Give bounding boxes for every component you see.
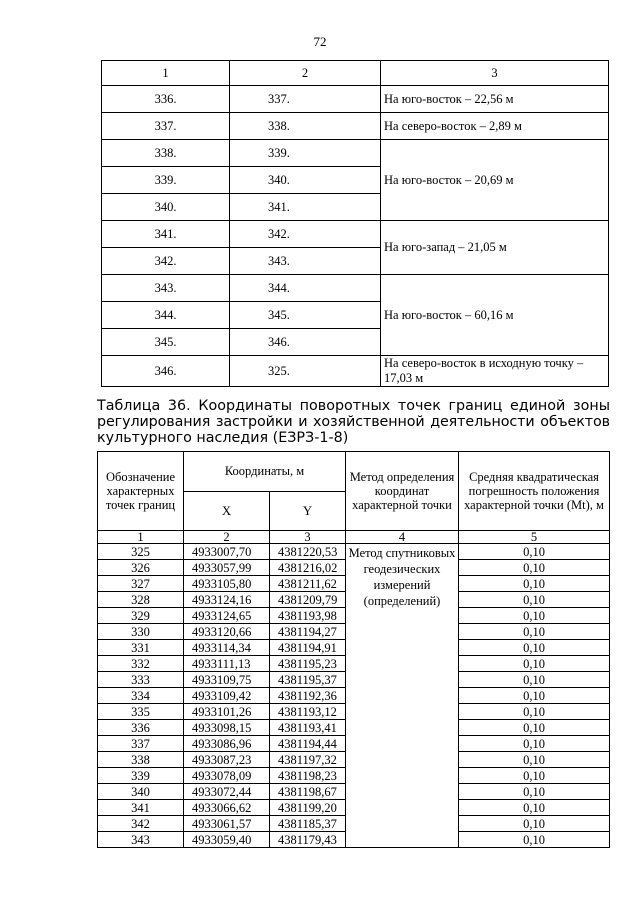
boundary-description: На юго-запад – 21,05 м xyxy=(381,221,609,275)
point-number: 335 xyxy=(98,704,184,720)
x-coordinate: 4933007,70 xyxy=(184,544,270,560)
error-value: 0,10 xyxy=(459,752,610,768)
x-coordinate: 4933061,57 xyxy=(184,816,270,832)
x-header: X xyxy=(184,491,270,531)
x-coordinate: 4933072,44 xyxy=(184,784,270,800)
x-coordinate: 4933111,13 xyxy=(184,656,270,672)
error-value: 0,10 xyxy=(459,704,610,720)
column-header: 1 xyxy=(102,61,230,86)
error-value: 0,10 xyxy=(459,736,610,752)
from-point: 339. xyxy=(102,167,230,194)
method-cell: Метод спутниковых геодезических измерений (определений) xyxy=(346,544,459,848)
error-value: 0,10 xyxy=(459,672,610,688)
error-value: 0,10 xyxy=(459,656,610,672)
y-coordinate: 4381216,02 xyxy=(270,560,346,576)
y-coordinate: 4381197,32 xyxy=(270,752,346,768)
y-coordinate: 4381199,20 xyxy=(270,800,346,816)
caption-line: культурного наследия (ЕЗРЗ-1-8) xyxy=(97,430,349,446)
from-point: 343. xyxy=(102,275,230,302)
point-number: 332 xyxy=(98,656,184,672)
to-point: 344. xyxy=(230,275,381,302)
y-coordinate: 4381193,41 xyxy=(270,720,346,736)
boundary-description: На юго-восток – 20,69 м xyxy=(381,140,609,221)
point-number: 327 xyxy=(98,576,184,592)
x-coordinate: 4933124,16 xyxy=(184,592,270,608)
table-row xyxy=(102,221,609,248)
point-number: 341 xyxy=(98,800,184,816)
error-value: 0,10 xyxy=(459,720,610,736)
column-header: 2 xyxy=(230,61,381,86)
from-point: 336. xyxy=(102,86,230,113)
y-coordinate: 4381195,23 xyxy=(270,656,346,672)
from-point: 338. xyxy=(102,140,230,167)
point-number: 331 xyxy=(98,640,184,656)
x-coordinate: 4933059,40 xyxy=(184,832,270,848)
coordinates-header: Координаты, м xyxy=(184,452,346,492)
error-value: 0,10 xyxy=(459,544,610,560)
to-point: 342. xyxy=(230,221,381,248)
x-coordinate: 4933105,80 xyxy=(184,576,270,592)
column-number: 5 xyxy=(459,531,610,544)
point-number: 333 xyxy=(98,672,184,688)
table-header-row xyxy=(102,61,609,86)
y-coordinate: 4381195,37 xyxy=(270,672,346,688)
y-coordinate: 4381194,44 xyxy=(270,736,346,752)
x-coordinate: 4933109,75 xyxy=(184,672,270,688)
error-value: 0,10 xyxy=(459,560,610,576)
to-point: 338. xyxy=(230,113,381,140)
error-value: 0,10 xyxy=(459,576,610,592)
table-row xyxy=(102,140,609,167)
from-point: 344. xyxy=(102,302,230,329)
x-coordinate: 4933101,26 xyxy=(184,704,270,720)
y-coordinate: 4381194,91 xyxy=(270,640,346,656)
column-number: 4 xyxy=(346,531,459,544)
y-coordinate: 4381211,62 xyxy=(270,576,346,592)
error-value: 0,10 xyxy=(459,816,610,832)
error-value: 0,10 xyxy=(459,640,610,656)
from-point: 346. xyxy=(102,356,230,387)
x-coordinate: 4933114,34 xyxy=(184,640,270,656)
column-number: 1 xyxy=(98,531,184,544)
y-coordinate: 4381198,67 xyxy=(270,784,346,800)
x-coordinate: 4933124,65 xyxy=(184,608,270,624)
y-coordinate: 4381193,12 xyxy=(270,704,346,720)
x-coordinate: 4933066,62 xyxy=(184,800,270,816)
from-point: 340. xyxy=(102,194,230,221)
boundary-description: На юго-восток – 60,16 м xyxy=(381,275,609,356)
boundary-description: На северо-восток в исходную точку – 17,03 м xyxy=(381,356,609,387)
table-row xyxy=(102,356,609,387)
point-number: 337 xyxy=(98,736,184,752)
point-number: 329 xyxy=(98,608,184,624)
to-point: 337. xyxy=(230,86,381,113)
to-point: 340. xyxy=(230,167,381,194)
error-value: 0,10 xyxy=(459,608,610,624)
to-point: 325. xyxy=(230,356,381,387)
to-point: 341. xyxy=(230,194,381,221)
y-coordinate: 4381193,98 xyxy=(270,608,346,624)
error-value: 0,10 xyxy=(459,624,610,640)
y-header: Y xyxy=(270,491,346,531)
error-value: 0,10 xyxy=(459,800,610,816)
y-coordinate: 4381198,23 xyxy=(270,768,346,784)
table-row xyxy=(102,86,609,113)
x-coordinate: 4933098,15 xyxy=(184,720,270,736)
y-coordinate: 4381185,37 xyxy=(270,816,346,832)
boundary-description-table xyxy=(101,60,609,387)
to-point: 345. xyxy=(230,302,381,329)
point-number: 325 xyxy=(98,544,184,560)
y-coordinate: 4381192,36 xyxy=(270,688,346,704)
table-caption xyxy=(97,398,610,446)
x-coordinate: 4933087,23 xyxy=(184,752,270,768)
error-value: 0,10 xyxy=(459,768,610,784)
column-number: 2 xyxy=(184,531,270,544)
error-value: 0,10 xyxy=(459,592,610,608)
table-row xyxy=(98,544,610,560)
point-number: 336 xyxy=(98,720,184,736)
x-coordinate: 4933078,09 xyxy=(184,768,270,784)
point-number: 338 xyxy=(98,752,184,768)
boundary-description: На юго-восток – 22,56 м xyxy=(381,86,609,113)
error-header: Средняя квадратическая погрешность положения характерной точки (Mt), м xyxy=(459,452,610,531)
column-header: 3 xyxy=(381,61,609,86)
table-header-row xyxy=(98,452,610,492)
point-number: 340 xyxy=(98,784,184,800)
point-number: 330 xyxy=(98,624,184,640)
x-coordinate: 4933109,42 xyxy=(184,688,270,704)
boundary-description: На северо-восток – 2,89 м xyxy=(381,113,609,140)
from-point: 345. xyxy=(102,329,230,356)
column-number-row xyxy=(98,531,610,544)
point-number: 342 xyxy=(98,816,184,832)
point-number: 343 xyxy=(98,832,184,848)
y-coordinate: 4381220,53 xyxy=(270,544,346,560)
error-value: 0,10 xyxy=(459,688,610,704)
page-number: 72 xyxy=(313,34,327,49)
to-point: 346. xyxy=(230,329,381,356)
point-number: 339 xyxy=(98,768,184,784)
point-number: 326 xyxy=(98,560,184,576)
to-point: 339. xyxy=(230,140,381,167)
y-coordinate: 4381194,27 xyxy=(270,624,346,640)
caption-line: регулирования застройки и хозяйственной деятельности объектов xyxy=(97,414,610,430)
y-coordinate: 4381179,43 xyxy=(270,832,346,848)
to-point: 343. xyxy=(230,248,381,275)
from-point: 342. xyxy=(102,248,230,275)
designation-header: Обозначение характерных точек границ xyxy=(98,452,184,531)
error-value: 0,10 xyxy=(459,832,610,848)
coordinates-table xyxy=(97,451,610,848)
column-number: 3 xyxy=(270,531,346,544)
method-header: Метод определения координат характерной точки xyxy=(346,452,459,531)
table-row xyxy=(102,275,609,302)
error-value: 0,10 xyxy=(459,784,610,800)
table-row xyxy=(102,113,609,140)
caption-line: Таблица 36. Координаты поворотных точек границ единой зоны xyxy=(97,398,610,414)
from-point: 341. xyxy=(102,221,230,248)
x-coordinate: 4933057,99 xyxy=(184,560,270,576)
from-point: 337. xyxy=(102,113,230,140)
x-coordinate: 4933086,96 xyxy=(184,736,270,752)
y-coordinate: 4381209,79 xyxy=(270,592,346,608)
point-number: 334 xyxy=(98,688,184,704)
x-coordinate: 4933120,66 xyxy=(184,624,270,640)
point-number: 328 xyxy=(98,592,184,608)
